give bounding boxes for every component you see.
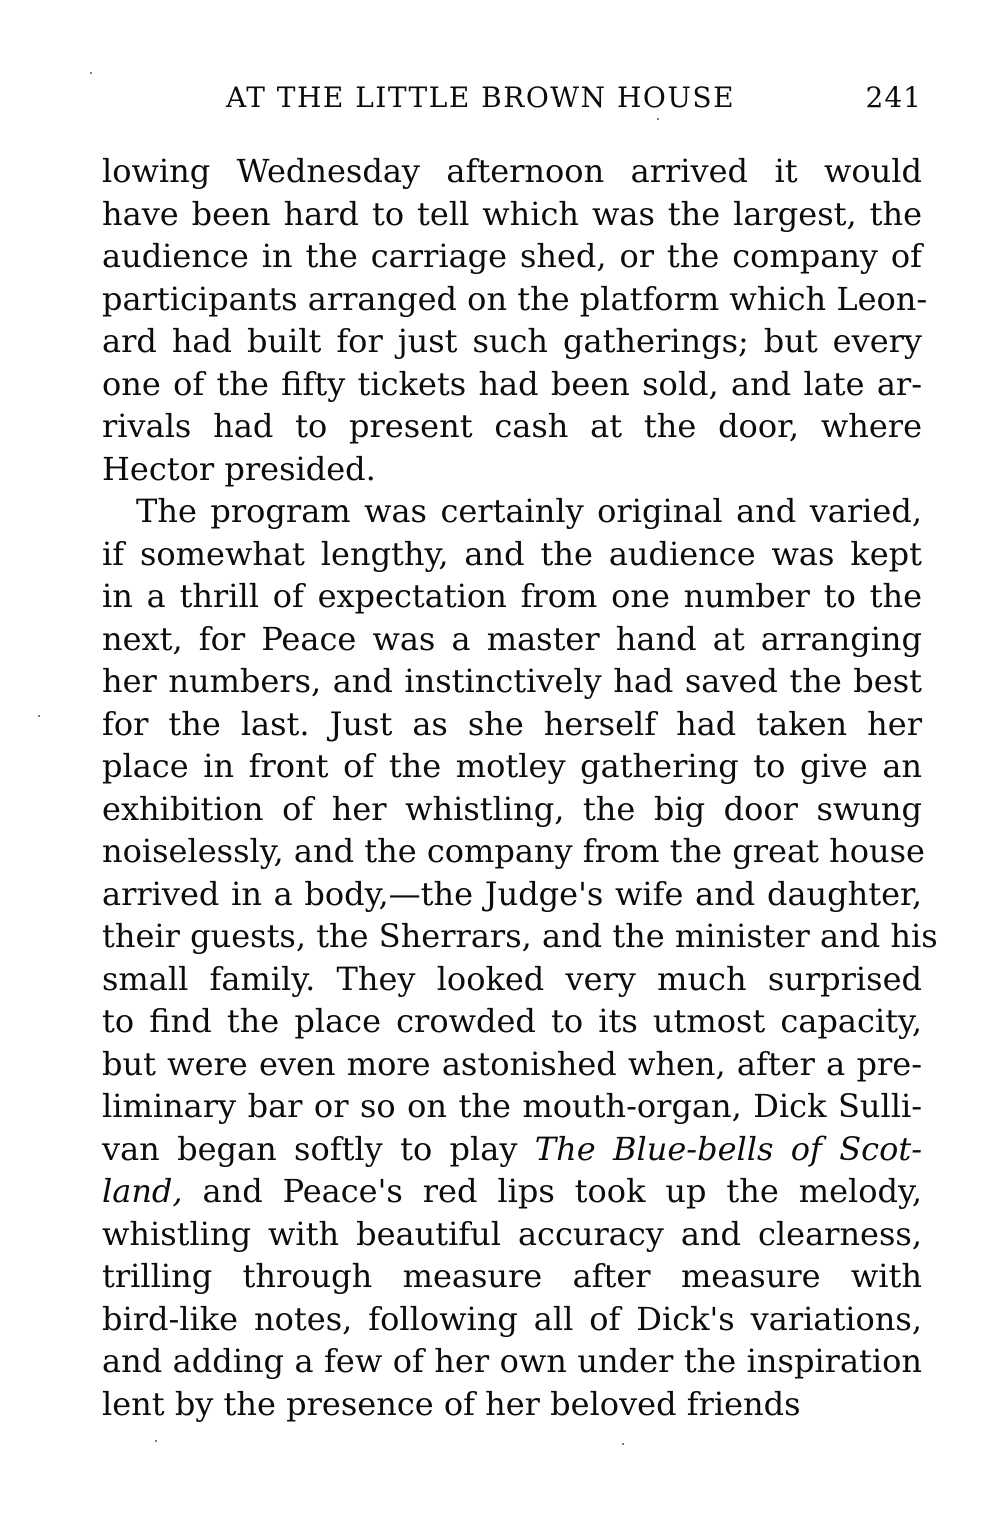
text-line: next, for Peace was a master hand at arranging <box>102 619 922 658</box>
paragraph-2 <box>102 490 938 1425</box>
paragraph-1 <box>102 150 928 490</box>
text-line: one of the fifty tickets had been sold, and late ar- <box>102 364 922 403</box>
text-line: place in front of the motley gathering to give an <box>102 747 922 785</box>
running-title: AT THE LITTLE BROWN HOUSE <box>226 81 736 114</box>
text-line: in a thrill of expectation from one number to the <box>102 577 922 615</box>
text-line: whistling with beautiful accuracy and clearness, <box>102 1214 922 1253</box>
line-text: van began softly to play <box>102 1129 518 1168</box>
text-line: audience in the carriage shed, or the company of <box>102 237 922 275</box>
text-line: noiselessly, and the company from the great house <box>102 832 925 870</box>
text-line: rivals had to present cash at the door, where <box>102 407 922 445</box>
text-line-with-title <box>102 1170 922 1213</box>
text-line: participants arranged on the platform which Leon- <box>102 279 928 318</box>
text-line: The program was certainly original and varied, <box>136 492 922 530</box>
line-text: and Peace's red lips took up the melody, <box>202 1172 923 1210</box>
text-line: their guests, the Sherrars, and the minister and his <box>102 917 938 955</box>
text-line: trilling through measure after measure with <box>102 1257 922 1295</box>
print-speck <box>657 118 659 120</box>
text-line: but were even more astonished when, after a pre- <box>102 1044 922 1083</box>
print-speck <box>90 72 92 74</box>
song-title: land, <box>102 1172 183 1210</box>
text-line: Hector presided. <box>102 449 376 488</box>
text-line: her numbers, and instinctively had saved the best <box>102 662 922 700</box>
page-body <box>102 150 938 1425</box>
text-line: for the last. Just as she herself had taken her <box>102 704 922 743</box>
text-line: lent by the presence of her beloved friends <box>102 1384 801 1423</box>
text-line: liminary bar or so on the mouth-organ, Dick Sulli- <box>102 1087 922 1125</box>
song-title: The Blue-bells of Scot- <box>534 1129 923 1168</box>
text-line-with-title <box>102 1128 922 1171</box>
text-line: have been hard to tell which was the largest, the <box>102 194 922 233</box>
text-line: arrived in a body,—the Judge's wife and daughter, <box>102 874 922 913</box>
text-line: small family. They looked very much surprised <box>102 959 922 998</box>
text-line: and adding a few of her own under the inspiration <box>102 1342 922 1380</box>
print-speck <box>622 1443 624 1445</box>
print-speck <box>38 715 40 717</box>
text-line: lowing Wednesday afternoon arrived it would <box>102 152 922 190</box>
text-line: to find the place crowded to its utmost capacity, <box>102 1002 922 1040</box>
running-header <box>100 76 922 120</box>
text-line: if somewhat lengthy, and the audience was kept <box>102 534 922 573</box>
text-line: bird-like notes, following all of Dick's variations, <box>102 1299 922 1338</box>
print-speck <box>155 1440 157 1442</box>
text-line: exhibition of her whistling, the big door swung <box>102 789 922 828</box>
text-line: ard had built for just such gatherings; but every <box>102 322 922 360</box>
page-number: 241 <box>865 81 922 114</box>
